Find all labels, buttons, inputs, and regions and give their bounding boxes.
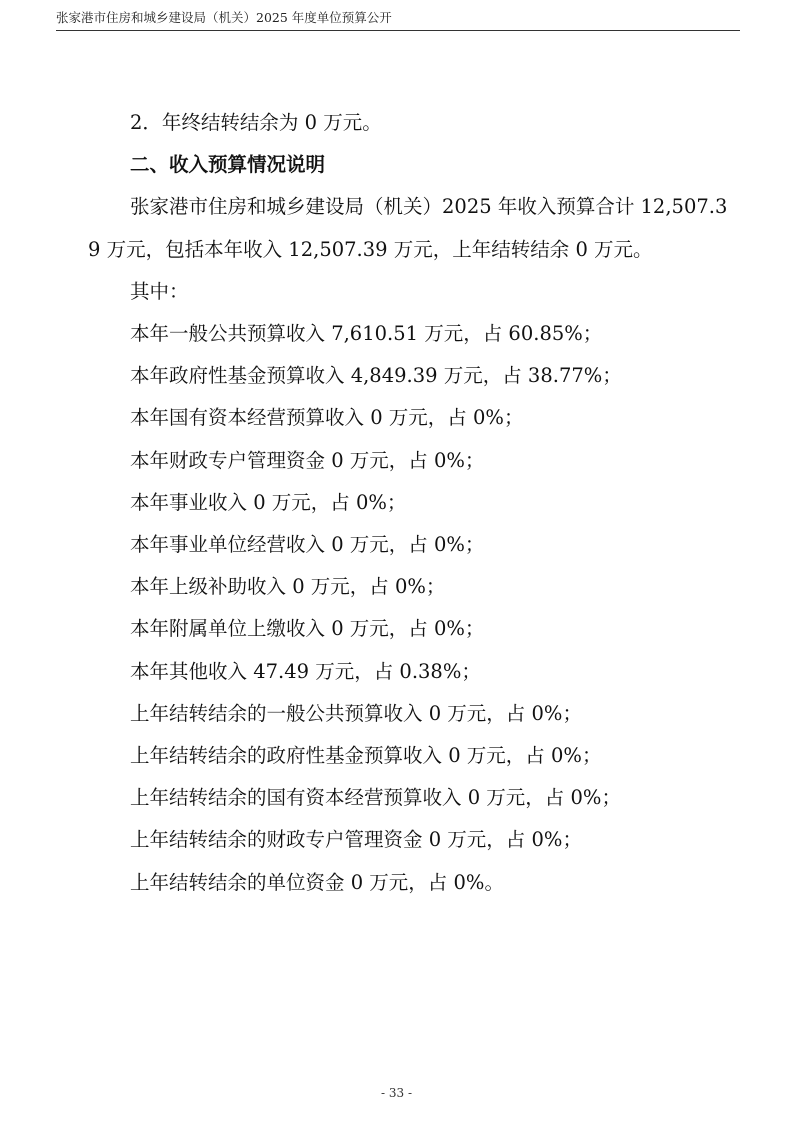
section-heading: 二、收入预算情况说明 [130, 153, 326, 176]
income-item: 本年事业单位经营收入 0 万元，占 0%； [130, 533, 485, 557]
income-item: 本年财政专户管理资金 0 万元，占 0%； [130, 448, 485, 472]
income-item-list [88, 313, 728, 904]
income-item: 本年政府性基金预算收入 4,849.39 万元，占 38.77%； [130, 364, 622, 388]
income-item: 上年结转结余的政府性基金预算收入 0 万元，占 0%； [130, 744, 602, 768]
running-header: 张家港市住房和城乡建设局（机关）2025 年度单位预算公开 [56, 10, 392, 25]
income-item: 上年结转结余的一般公共预算收入 0 万元，占 0%； [130, 701, 582, 725]
income-item: 本年附属单位上缴收入 0 万元，占 0%； [130, 617, 485, 641]
page-number: - 33 - [380, 1086, 412, 1100]
header-divider [56, 30, 740, 31]
document-body [88, 102, 728, 904]
item-2-text: 2．年终结转结余为 0 万元。 [130, 111, 382, 134]
income-item: 本年其他收入 47.49 万元，占 0.38%； [130, 659, 481, 683]
income-item: 上年结转结余的财政专户管理资金 0 万元，占 0%； [130, 828, 582, 852]
income-item: 本年一般公共预算收入 7,610.51 万元，占 60.85%； [130, 322, 603, 345]
income-item: 本年事业收入 0 万元，占 0%； [130, 490, 407, 514]
among-label: 其中： [130, 280, 189, 303]
income-item: 本年上级补助收入 0 万元，占 0%； [130, 575, 446, 599]
summary-paragraph: 张家港市住房和城乡建设局（机关）2025 年收入预算合计 12,507.39 万元，包括本年收入 12,507.39 万元，上年结转结余 0 万元。 [88, 195, 728, 261]
income-item: 上年结转结余的单位资金 0 万元，占 0%。 [130, 870, 504, 894]
income-item: 上年结转结余的国有资本经营预算收入 0 万元，占 0%； [130, 786, 621, 810]
income-item: 本年国有资本经营预算收入 0 万元，占 0%； [130, 406, 524, 430]
